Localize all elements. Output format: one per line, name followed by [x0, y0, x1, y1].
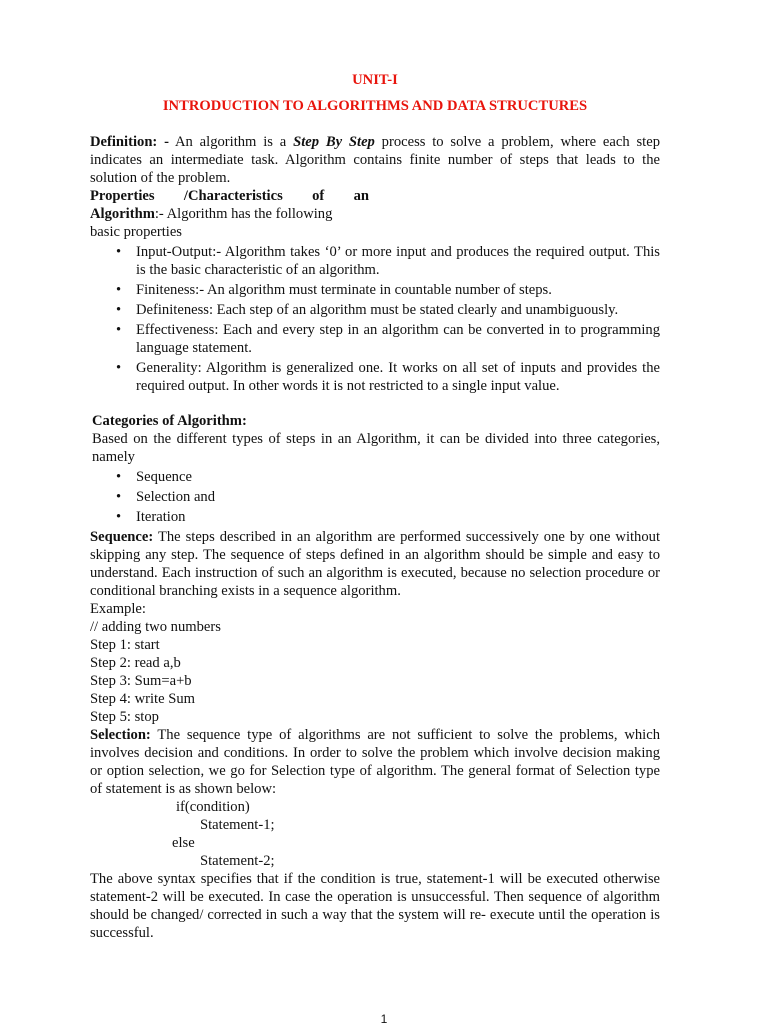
code-line: Statement-1;	[200, 817, 275, 833]
example-line: // adding two numbers	[90, 619, 221, 635]
properties-heading-bold: Algorithm	[90, 206, 155, 222]
sequence-paragraph: Sequence: The steps described in an algorithm are performed successively one by one without skipping any step. The sequence of steps defined in an algorithm should be simple and easy to understand. Each instruction of such an algorithm is executed, because no selection procedure or conditional branching exists in a sequence algorithm.	[90, 529, 660, 599]
properties-list	[90, 243, 660, 395]
page-content	[90, 71, 660, 942]
properties-heading-line1: Properties /Characteristics of an	[90, 188, 369, 204]
categories-intro: Based on the different types of steps in an Algorithm, it can be divided into three categories, namely	[92, 431, 660, 465]
definition-text-b: process to solve a problem, where each step indicates an intermediate task. Algorithm contains finite number of steps that leads to the solution of the problem.	[90, 134, 660, 186]
definition-text-a: An algorithm is a	[168, 134, 294, 150]
unit-heading: UNIT-I	[352, 72, 398, 88]
list-item: • Selection and	[116, 489, 216, 505]
list-item: • Iteration	[116, 509, 186, 525]
list-item: • Sequence	[116, 469, 192, 485]
sequence-label: Sequence:	[90, 529, 154, 545]
bullet-icon: •	[116, 489, 122, 505]
definition-label: Definition: -	[90, 134, 169, 150]
definition-paragraph	[90, 133, 660, 187]
selection-explanation: The above syntax specifies that if the condition is true, statement-1 will be executed otherwise statement-2 will be executed. In case the operation is unsuccessful. Then sequence of algorithm should be changed/ corrected in such a way that the system will re- execute until the operation is successful.	[90, 871, 660, 941]
page-number: 1	[380, 1012, 388, 1026]
bullet-icon: •	[116, 469, 122, 485]
list-item: • Effectiveness: Each and every step in an algorithm can be converted in to programming language statement.	[116, 322, 660, 356]
code-line: else	[172, 835, 195, 851]
list-item: • Generality: Algorithm is generalized one. It works on all set of inputs and provides the required output. In other words it is not restricted to a single input value.	[116, 360, 660, 394]
example-line: Step 1: start	[90, 637, 160, 653]
example-line: Step 5: stop	[90, 709, 159, 725]
bullet-icon: •	[116, 244, 122, 260]
example-line: Step 2: read a,b	[90, 655, 181, 671]
categories-heading: Categories of Algorithm:	[92, 413, 247, 429]
spacer	[90, 397, 660, 412]
page-title: INTRODUCTION TO ALGORITHMS AND DATA STRUCTURES	[162, 98, 588, 114]
selection-label: Selection:	[90, 727, 151, 743]
bullet-icon: •	[116, 360, 122, 376]
example-line: Step 4: write Sum	[90, 691, 195, 707]
bullet-icon: •	[116, 282, 122, 298]
list-item: • Input-Output:- Algorithm takes ‘0’ or more input and produces the required output. This is the basic characteristic of an algorithm.	[116, 244, 660, 278]
code-line: Statement-2;	[200, 853, 275, 869]
categories-list	[90, 468, 660, 526]
example-line: Step 3: Sum=a+b	[90, 673, 192, 689]
properties-heading	[90, 187, 369, 223]
example-label: Example:	[90, 601, 146, 617]
bullet-icon: •	[116, 302, 122, 318]
list-item: • Finiteness:- An algorithm must terminate in countable number of steps.	[116, 282, 552, 298]
list-item: • Definiteness: Each step of an algorithm must be stated clearly and unambiguously.	[116, 302, 619, 318]
selection-paragraph: Selection: The sequence type of algorithms are not sufficient to solve the problems, which involves decision and conditions. In order to solve the problem which involve decision making or option selection, we go for Selection type of algorithm. The general format of Selection type of statement is as shown below:	[90, 727, 660, 797]
code-line: if(condition)	[176, 799, 250, 815]
properties-intro: basic properties	[90, 224, 182, 240]
properties-heading-rest: :- Algorithm has the following	[154, 206, 333, 222]
bullet-icon: •	[116, 509, 122, 525]
definition-emphasis: Step By Step	[293, 134, 375, 150]
bullet-icon: •	[116, 322, 122, 338]
